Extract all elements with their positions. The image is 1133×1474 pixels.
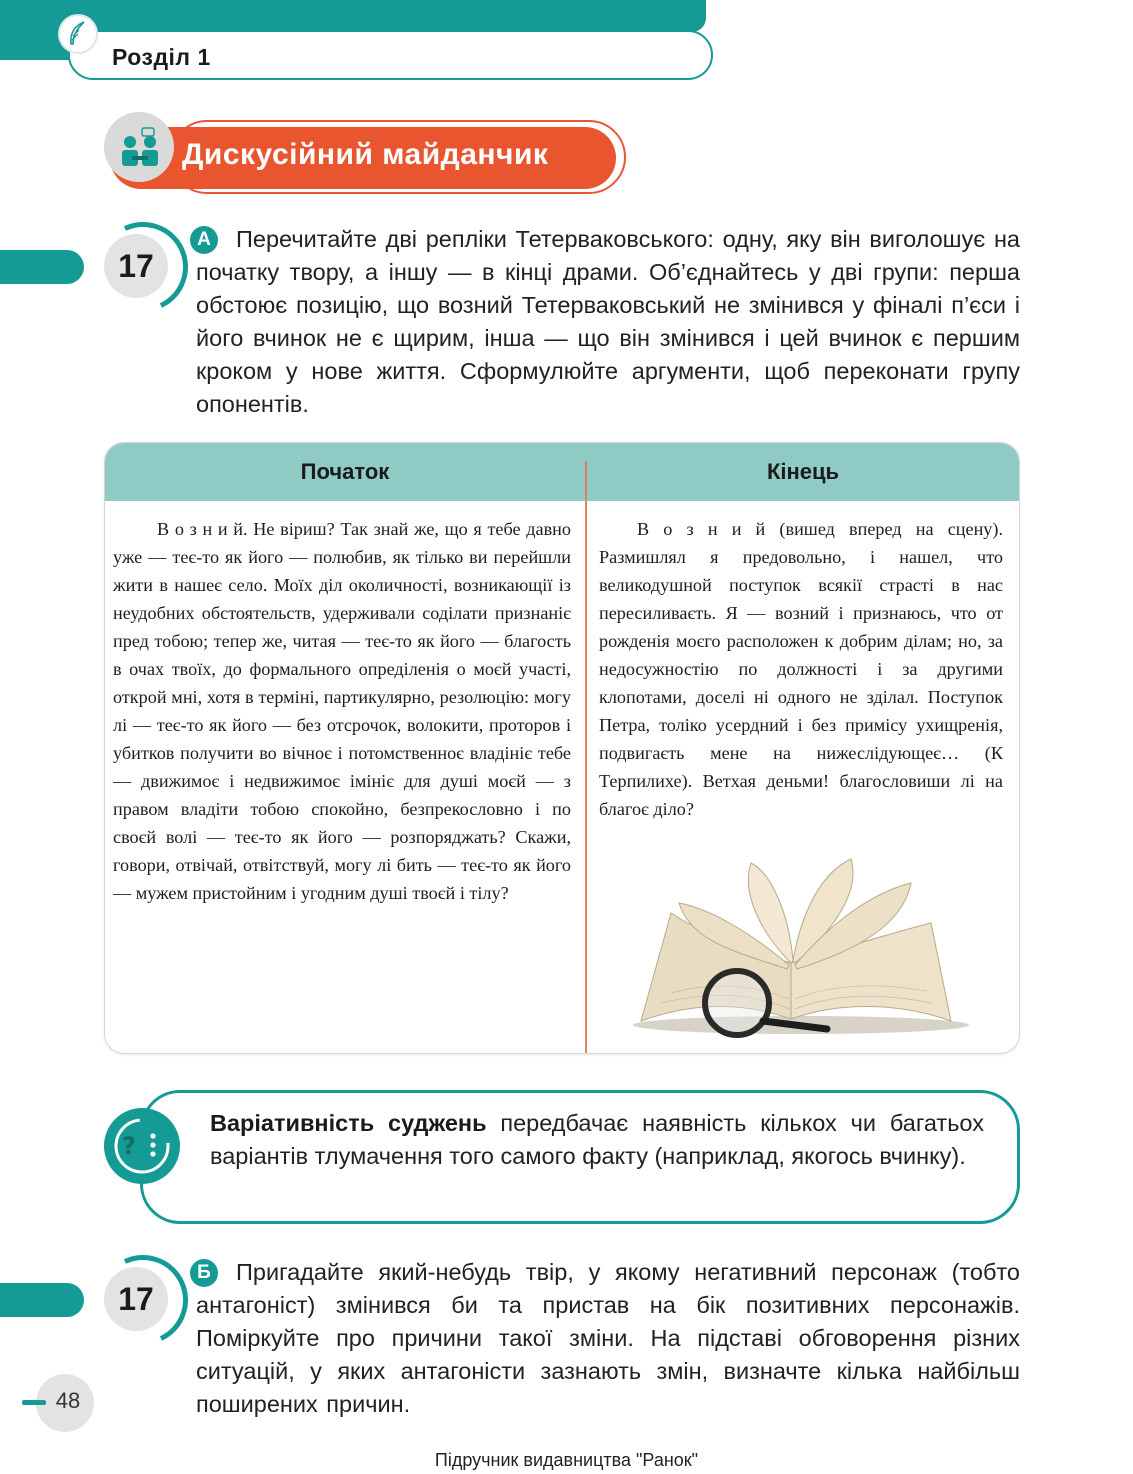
task-a-letter: А [190, 226, 218, 254]
quotes-table [104, 442, 1020, 1054]
task-b-side-bar [0, 1283, 84, 1317]
feather-icon [58, 14, 98, 54]
discussion-people-icon [104, 112, 174, 182]
page-number: 48 [55, 1388, 81, 1413]
task-b-letter: Б [190, 1259, 218, 1287]
publisher-credit: Підручник видавництва "Ранок" [434, 1450, 699, 1470]
task-b-number: 17 [104, 1267, 168, 1331]
svg-text:?: ? [122, 1132, 136, 1160]
task-a-number: 17 [104, 234, 168, 298]
task-a-side-bar [0, 250, 84, 284]
table-cell-end: В о з н и й (вишед вперед на сцену). Размишлял я предовольно, і нашел, что великодушной поступок всякії страсті в нас пересиливаєть. Я — возний і признаюсь, что от рожденія моєго расположен к добрим ділам; но, за недосужностію по должності і за другими клопотами, доселі ні одного не зділал. Поступок Петра, толіко усердний і без примісу ухищренія, подвигаєть мене на нижеслідующеє… (К Терпилихе). Ветхая деньми! благословиши лі на благоє діло? [599, 519, 1003, 819]
question-bulb-icon [104, 1108, 180, 1184]
note-definition: передбачає наявність кількох чи багатьох варіантів тлумачення того самого факту (наприклад, якогось вчинку). [210, 1110, 984, 1169]
note-text [210, 1107, 984, 1173]
task-b-text: Пригадайте який-небудь твір, у якому негативний персонаж (тобто антагоніст) змінився би та пристав на бік позитивних персонажів. Поміркуйте про причини такої зміни. На підставі обговорення різних ситуацій, у яких антагоністи зазнають змін, визначте кілька найбільш поширених причин. [196, 1259, 1020, 1417]
task-a-text: Перечитайте дві репліки Тетерваковського: одну, яку він виголошує на початку твору, а іншу — в кінці драми. Об’єднайтесь у дві групи: перша обстоює позицію, що возний Тетерваковський не змінився у фіналі п’єси і його вчинок не є щирим, інша — що він змінився і цей вчинок є першим кроком у нове життя. Сформулюйте аргументи, щоб переконати групу опонентів. [196, 226, 1020, 417]
header-band [0, 0, 706, 32]
banner-title: Дискусійний майданчик [182, 138, 549, 171]
table-header-end: Кінець [766, 459, 840, 484]
note-term: Варіативність суджень [210, 1110, 487, 1136]
open-book-magnifier [631, 853, 971, 1043]
table-column-divider [585, 461, 587, 1053]
table-cell-start: В о з н и й. Не віриш? Так знай же, що я тебе давно уже — теє-то як його — полюбив, як тілько ви перейшли жити в нашеє село. Моїх діл околичності, возникающії із неудобних обстоятельств, удерживали соділати признаніє пред тобою; тепер же, читая — теє-то як його — благость в очах твоїх, до формального опреділенія о моєй участі, открой мні, хотя в терміні, партикулярно, резолюцію: могу лі — теє-то як його — без отсрочок, волокити, проторов і убитков получити во вічноє і потомственноє владініє тебе — движимоє і недвижимоє iмініє для душі моєй — з правом владіти тобою спокойно, безпрекословно і по своєй волі — теє-то як його — розпоряджать? Скажи, говори, отвічай, отвітствуй, могу лі бить — теє-то як його — мужем пристойним і угодним душі твоєй і тілу? [113, 519, 571, 903]
section-title: Розділ 1 [112, 44, 211, 70]
table-header-start: Початок [300, 459, 390, 484]
